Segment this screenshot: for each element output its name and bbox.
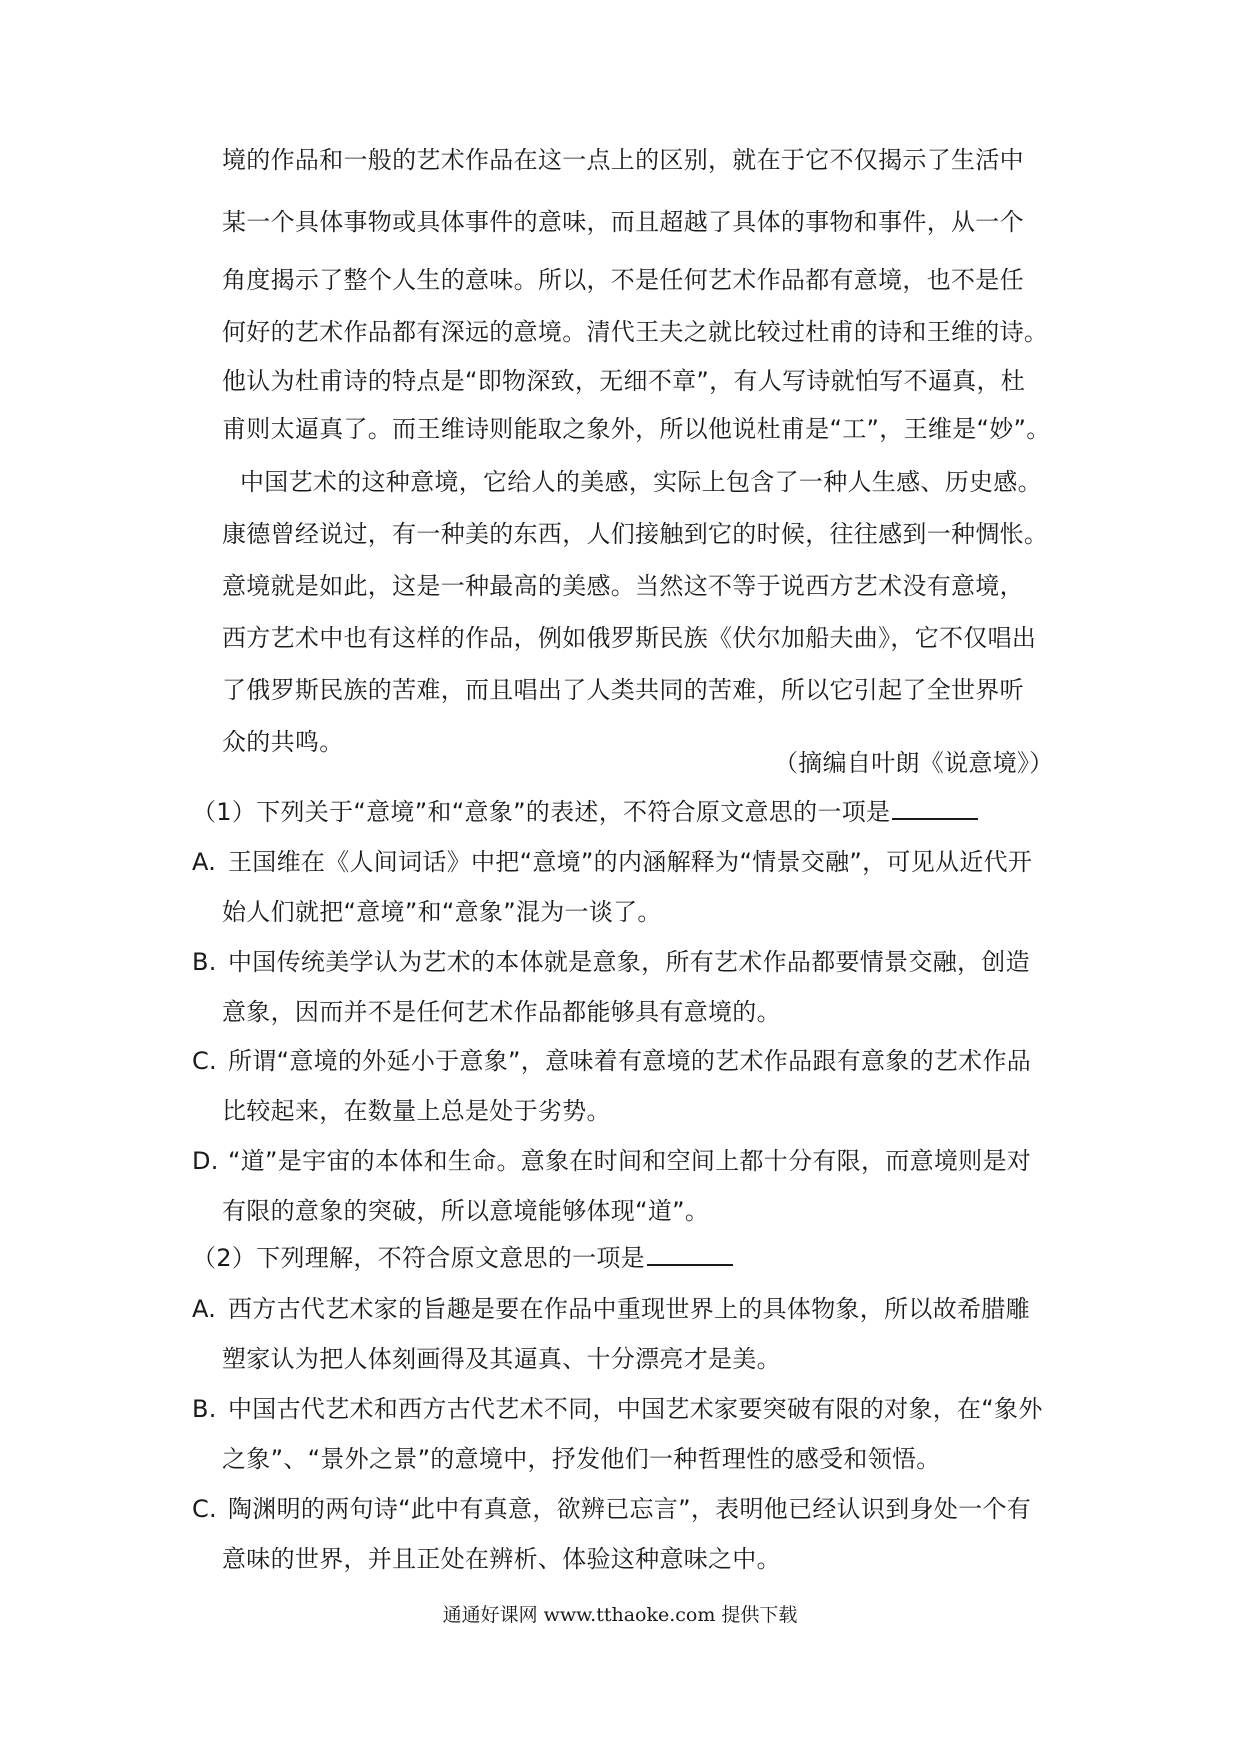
option-letter: A. bbox=[192, 848, 217, 876]
passage-line: 了俄罗斯民族的苦难，而且唱出了人类共同的苦难，所以它引起了全世界听 bbox=[222, 676, 1024, 704]
option-line bbox=[192, 1293, 216, 1325]
option-text: 意味的世界，并且正处在辨析、体验这种意味之中。 bbox=[222, 1545, 781, 1573]
option-letter: B. bbox=[192, 948, 217, 976]
option-line bbox=[192, 1145, 219, 1177]
option-line bbox=[192, 1045, 217, 1077]
question-stem bbox=[192, 1242, 733, 1274]
option-text: 比较起来，在数量上总是处于劣势。 bbox=[222, 1097, 611, 1125]
option-text: 所谓“意境的外延小于意象”，意味着有意境的艺术作品跟有意象的艺术作品 bbox=[228, 1047, 1032, 1075]
page-footer: 通通好课网 www.tthaoke.com 提供下载 bbox=[442, 1604, 798, 1626]
option-letter: C. bbox=[192, 1047, 217, 1075]
option-line bbox=[192, 1393, 217, 1425]
option-letter: D. bbox=[192, 1147, 219, 1175]
passage-line: 中国艺术的这种意境，它给人的美感，实际上包含了一种人生感、历史感。 bbox=[240, 468, 1042, 496]
passage-line: 何好的艺术作品都有深远的意境。清代王夫之就比较过杜甫的诗和王维的诗。 bbox=[222, 318, 1049, 346]
option-line bbox=[192, 1493, 217, 1525]
passage-line: 角度揭示了整个人生的意味。所以，不是任何艺术作品都有意境，也不是任 bbox=[222, 266, 1024, 294]
option-text: 王国维在《人间词话》中把“意境”的内涵解释为“情景交融”，可见从近代开 bbox=[228, 848, 1033, 876]
option-text: 陶渊明的两句诗“此中有真意，欲辨已忘言”，表明他已经认识到身处一个有 bbox=[228, 1495, 1032, 1523]
option-text: 有限的意象的突破，所以意境能够体现“道”。 bbox=[222, 1197, 710, 1225]
option-text: 意象，因而并不是任何艺术作品都能够具有意境的。 bbox=[222, 998, 781, 1026]
passage-line: 众的共鸣。 bbox=[222, 728, 344, 756]
question-2-stem-text: （2）下列理解，不符合原文意思的一项是 bbox=[192, 1244, 645, 1272]
option-text: 始人们就把“意境”和“意象”混为一谈了。 bbox=[222, 898, 662, 926]
passage-source: （摘编自叶朗《说意境》） bbox=[774, 749, 1054, 777]
passage-line: 境的作品和一般的艺术作品在这一点上的区别，就在于它不仅揭示了生活中 bbox=[222, 146, 1024, 174]
option-letter: A. bbox=[192, 1295, 217, 1323]
option-letter: C. bbox=[192, 1495, 217, 1523]
option-text: 中国古代艺术和西方古代艺术不同，中国艺术家要突破有限的对象，在“象外 bbox=[228, 1395, 1043, 1423]
passage-line: 意境就是如此，这是一种最高的美感。当然这不等于说西方艺术没有意境， bbox=[222, 572, 1024, 600]
passage-line: 他认为杜甫诗的特点是“即物深致，无细不章”，有人写诗就怕写不逼真，杜 bbox=[222, 367, 1026, 395]
passage-line: 西方艺术中也有这样的作品，例如俄罗斯民族《伏尔加船夫曲》，它不仅唱出 bbox=[222, 624, 1037, 652]
passage-line: 甫则太逼真了。而王维诗则能取之象外，所以他说杜甫是“工”，王维是“妙”。 bbox=[222, 415, 1051, 443]
question-1-stem-text: （1）下列关于“意境”和“意象”的表述，不符合原文意思的一项是 bbox=[192, 798, 891, 826]
option-text: “道”是宇宙的本体和生命。意象在时间和空间上都十分有限，而意境则是对 bbox=[228, 1147, 1032, 1175]
answer-blank bbox=[892, 796, 978, 820]
passage-line: 康德曾经说过，有一种美的东西，人们接触到它的时候，往往感到一种惆怅。 bbox=[222, 520, 1049, 548]
option-text: 之象”、“景外之景”的意境中，抒发他们一种哲理性的感受和领悟。 bbox=[222, 1445, 941, 1473]
option-text: 塑家认为把人体刻画得及其逼真、十分漂亮才是美。 bbox=[222, 1345, 781, 1373]
option-text: 中国传统美学认为艺术的本体就是意象，所有艺术作品都要情景交融，创造 bbox=[228, 948, 1030, 976]
question-stem bbox=[192, 796, 978, 828]
option-line bbox=[192, 946, 217, 978]
answer-blank bbox=[647, 1242, 733, 1266]
passage-line: 某一个具体事物或具体事件的意味，而且超越了具体的事物和事件，从一个 bbox=[222, 208, 1024, 236]
option-text: 西方古代艺术家的旨趣是要在作品中重现世界上的具体物象，所以故希腊雕 bbox=[228, 1295, 1030, 1323]
option-letter: B. bbox=[192, 1395, 217, 1423]
option-line bbox=[192, 846, 216, 878]
